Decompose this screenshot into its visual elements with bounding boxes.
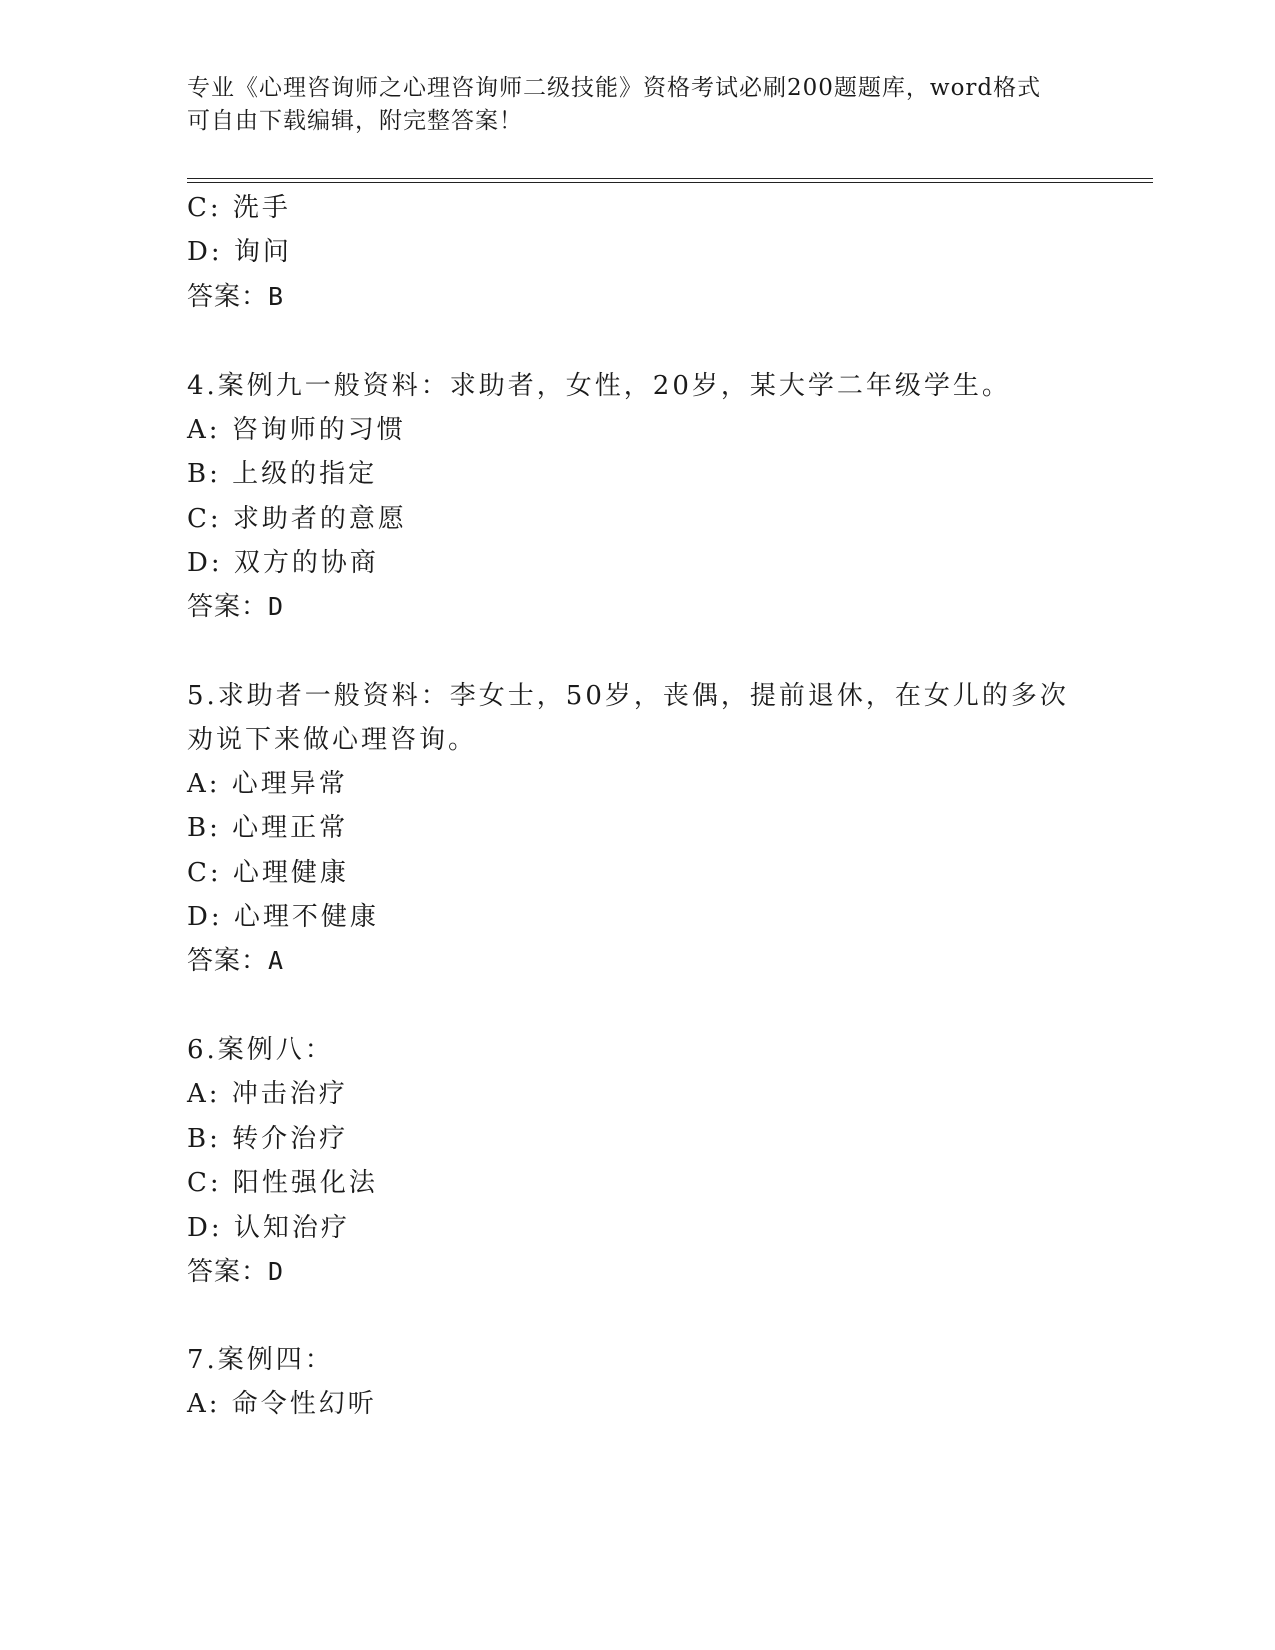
q7-stem: 7.案例四： <box>187 1345 334 1375</box>
q4-option-a: A: 咨询师的习惯 <box>187 415 406 445</box>
q4-option-d: D: 双方的协商 <box>187 548 379 578</box>
q5-stem-line-2: 劝说下来做心理咨询。 <box>187 725 478 755</box>
q6-stem: 6.案例八： <box>187 1035 334 1065</box>
q5-option-d: D: 心理不健康 <box>187 902 379 932</box>
q7-option-a: A: 命令性幻听 <box>187 1389 377 1419</box>
answer-label: 答案： <box>187 592 269 622</box>
answer-label: 答案： <box>187 946 269 976</box>
q6-option-b: B: 转介治疗 <box>187 1124 349 1154</box>
document-header <box>187 72 1067 138</box>
q5-option-a: A: 心理异常 <box>187 769 348 799</box>
q3-option-d: D: 询问 <box>187 237 292 267</box>
header-divider-bottom <box>187 182 1153 183</box>
answer-label: 答案： <box>187 1257 269 1287</box>
answer-value: B <box>268 282 285 311</box>
q3-option-c: C: 洗手 <box>187 193 291 223</box>
q6-option-d: D: 认知治疗 <box>187 1213 350 1243</box>
q4-stem: 4.案例九一般资料：求助者，女性，20岁，某大学二年级学生。 <box>187 371 1011 401</box>
answer-value: A <box>268 946 285 975</box>
q6-answer <box>187 1256 284 1288</box>
q6-option-a: A: 冲击治疗 <box>187 1079 348 1109</box>
answer-value: D <box>268 592 285 621</box>
q4-answer <box>187 591 284 623</box>
answer-value: D <box>268 1257 285 1286</box>
header-title-line-1: 专业《心理咨询师之心理咨询师二级技能》资格考试必刷200题题库，word格式 <box>187 75 1042 101</box>
q5-stem-line-1: 5.求助者一般资料：李女士，50岁，丧偶，提前退休，在女儿的多次 <box>187 681 1069 711</box>
q4-option-b: B: 上级的指定 <box>187 459 378 489</box>
q5-answer <box>187 945 284 977</box>
header-title-line-2: 可自由下载编辑，附完整答案！ <box>187 108 523 134</box>
q6-option-c: C: 阳性强化法 <box>187 1168 378 1198</box>
q5-option-c: C: 心理健康 <box>187 858 349 888</box>
q5-option-b: B: 心理正常 <box>187 813 349 843</box>
header-divider-top <box>187 178 1153 179</box>
q3-answer <box>187 281 284 313</box>
q4-option-c: C: 求助者的意愿 <box>187 504 407 534</box>
answer-label: 答案： <box>187 282 269 312</box>
